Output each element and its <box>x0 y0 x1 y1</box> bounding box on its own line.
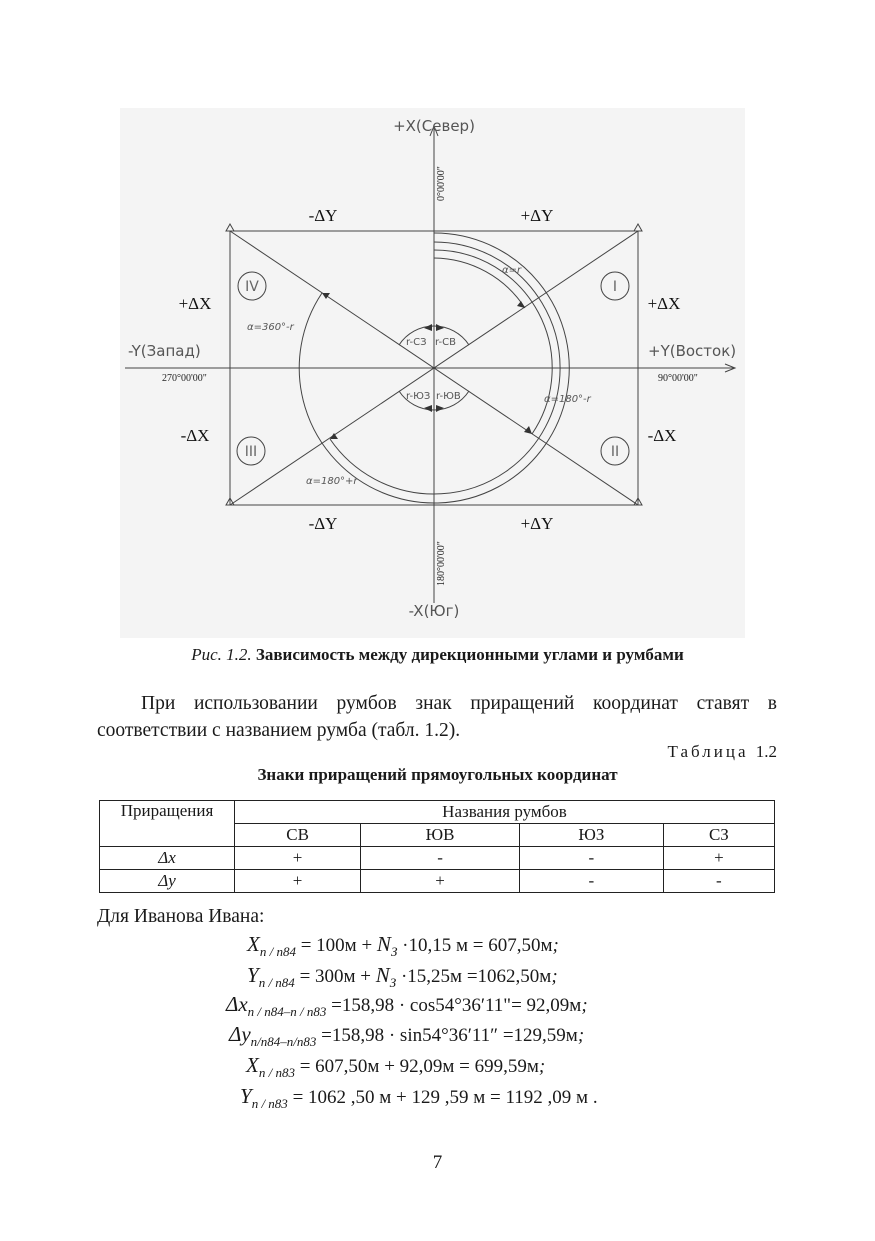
alpha-ne-label: α=r <box>502 265 522 276</box>
rhumb-sw-label: r-ЮЗ <box>406 391 431 402</box>
sign-top-right: +ΔY <box>520 206 554 225</box>
header-rhumb-names: Названия румбов <box>235 801 775 824</box>
column-header: СЗ <box>663 824 774 847</box>
rhumb-nw-label: r-СЗ <box>406 337 427 348</box>
formula-expression: = 300м + <box>294 966 376 987</box>
formula-end: ; <box>551 966 558 987</box>
formula-subscript: п / п84 <box>258 975 295 990</box>
formula-end: ; <box>581 995 588 1016</box>
formula-end: ; <box>552 935 559 956</box>
formula-subscript: п / п83 <box>258 1065 295 1080</box>
formula-n: N <box>375 963 390 987</box>
angle-south-label: 180°00'00" <box>436 541 447 586</box>
figure-title: Зависимость между дирекционными углами и румбами <box>255 645 684 664</box>
body-paragraph: При использовании румбов знак приращений координат ставят в соответствии с названием румба (табл. 1.2). <box>97 693 777 741</box>
formula-subscript: п / п84–п / п83 <box>247 1004 327 1019</box>
formula-expression: = 100м + <box>295 935 377 956</box>
formula-n-subscript: З <box>390 944 398 959</box>
column-header: ЮВ <box>361 824 520 847</box>
column-header: ЮЗ <box>519 824 663 847</box>
table-title: Знаки приращений прямоугольных координат <box>257 765 618 784</box>
formula-expression: = 607,50м + 92,09м = 699,59м <box>294 1056 539 1077</box>
formula-expression: =158,98 · sin54°36′11″ =129,59м <box>316 1025 578 1046</box>
formula-end: ; <box>538 1056 546 1077</box>
sign-top-left: -ΔY <box>308 206 338 225</box>
column-header: СВ <box>235 824 361 847</box>
rhumb-ne-label: r-СВ <box>435 337 456 348</box>
table-cell: + <box>361 870 520 893</box>
quadrant-iv-label: IV <box>245 279 259 295</box>
angle-west-label: 270°00'00" <box>162 373 207 384</box>
table-row <box>100 847 775 870</box>
formula-x83 <box>246 1053 545 1081</box>
table-cell: + <box>235 870 361 893</box>
formula-expression: = 1062 ,50 м + 129 ,59 м = 1192 ,09 м . <box>287 1087 598 1108</box>
formula-n: N <box>376 932 391 956</box>
alpha-se-label: α=180°-r <box>544 394 591 405</box>
formula-tail: ·10,15 м = 607,50м <box>397 935 553 956</box>
formula-x84 <box>247 932 559 960</box>
table-row <box>100 870 775 893</box>
sign-left-upper: +ΔX <box>178 294 212 313</box>
figure-number: Рис. 1.2. <box>191 645 252 664</box>
angle-north-label: 0°00'00" <box>436 166 447 201</box>
axis-east-label: +Y(Восток) <box>648 342 737 360</box>
angle-east-label: 90°00'00" <box>658 373 698 384</box>
table-cell: - <box>519 847 663 870</box>
table-cell: + <box>663 847 774 870</box>
rhumb-se-label: r-ЮВ <box>436 391 461 402</box>
figure-background <box>120 108 745 638</box>
table-label-number: 1.2 <box>755 742 777 761</box>
table-cell: + <box>235 847 361 870</box>
alpha-nw-label: α=360°-r <box>247 322 294 333</box>
sign-right-upper: +ΔX <box>647 294 681 313</box>
formula-variable: X <box>247 932 260 956</box>
formula-variable: Δy <box>229 1022 251 1046</box>
formula-variable: Δx <box>226 992 248 1016</box>
formula-n-subscript: З <box>389 975 397 990</box>
sign-right-lower: -ΔX <box>647 426 677 445</box>
quadrant-ii-label: II <box>610 444 620 460</box>
formula-subscript: п/п84–п/п83 <box>250 1034 317 1049</box>
formula-subscript: п / п83 <box>251 1096 288 1111</box>
axis-south-label: -X(Юг) <box>408 602 460 620</box>
sign-bottom-right: +ΔY <box>520 514 554 533</box>
table-cell: - <box>519 870 663 893</box>
table-label <box>668 742 777 762</box>
formula-dx <box>226 992 588 1020</box>
formula-y84 <box>247 963 558 991</box>
formula-y83 <box>240 1084 598 1112</box>
axis-west-label: -Y(Запад) <box>128 342 201 360</box>
formula-expression: =158,98 · cos54°36′11"= 92,09м <box>326 995 582 1016</box>
table-header-row <box>100 801 775 824</box>
formula-subscript: п / п84 <box>259 944 296 959</box>
formula-variable: Y <box>240 1084 252 1108</box>
header-increments: Приращения <box>100 801 235 847</box>
sign-left-lower: -ΔX <box>180 426 210 445</box>
formula-variable: X <box>246 1053 259 1077</box>
table-cell: - <box>663 870 774 893</box>
row-label: Δy <box>100 870 235 893</box>
quadrant-i-label: I <box>612 279 618 295</box>
signs-table <box>99 800 775 893</box>
formula-tail: ·15,25м =1062,50м <box>396 966 552 987</box>
row-label: Δx <box>100 847 235 870</box>
axis-north-label: +X(Север) <box>393 117 475 135</box>
table-label-word: Таблица <box>667 742 749 761</box>
formula-variable: Y <box>247 963 259 987</box>
table-cell: - <box>361 847 520 870</box>
quadrant-iii-label: III <box>244 444 258 460</box>
student-line: Для Иванова Ивана: <box>97 906 265 927</box>
formula-end: ; <box>577 1025 585 1046</box>
alpha-sw-label: α=180°+r <box>306 476 358 487</box>
figure-caption <box>0 645 875 665</box>
formula-dy <box>229 1022 584 1050</box>
page-number: 7 <box>432 1152 443 1173</box>
rhumb-diagram <box>120 108 745 638</box>
sign-bottom-left: -ΔY <box>308 514 338 533</box>
